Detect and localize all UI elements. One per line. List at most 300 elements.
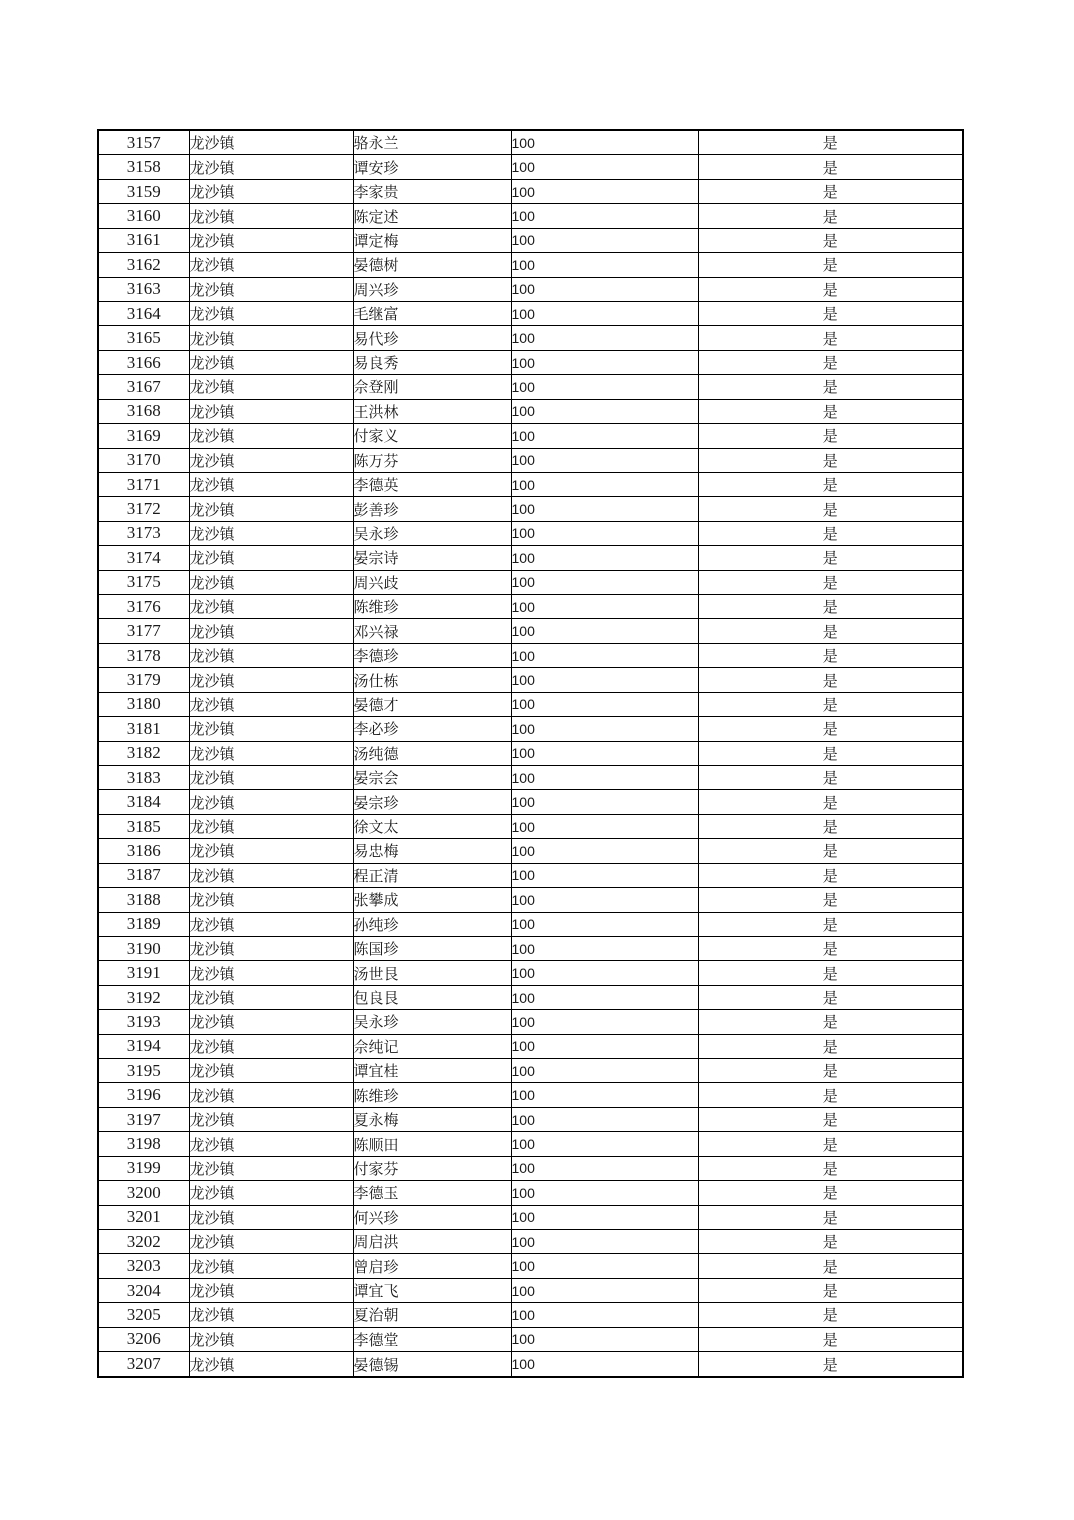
serial-number-cell: 3189 — [98, 912, 189, 936]
town-cell: 龙沙镇 — [189, 521, 353, 545]
confirmed-cell: 是 — [698, 326, 963, 350]
serial-number-cell: 3164 — [98, 301, 189, 325]
person-name-cell: 周兴歧 — [353, 570, 511, 594]
town-cell: 龙沙镇 — [189, 130, 353, 155]
serial-number-cell: 3163 — [98, 277, 189, 301]
confirmed-cell: 是 — [698, 155, 963, 179]
person-name-cell: 张攀成 — [353, 888, 511, 912]
score-cell: 100 — [511, 253, 698, 277]
serial-number-cell: 3193 — [98, 1010, 189, 1034]
serial-number-cell: 3206 — [98, 1327, 189, 1351]
confirmed-cell: 是 — [698, 179, 963, 203]
table-row — [98, 936, 963, 960]
person-name-cell: 徐文太 — [353, 814, 511, 838]
score-cell: 100 — [511, 179, 698, 203]
score-cell: 100 — [511, 399, 698, 423]
serial-number-cell: 3199 — [98, 1156, 189, 1180]
person-name-cell: 夏治朝 — [353, 1303, 511, 1327]
score-cell: 100 — [511, 961, 698, 985]
confirmed-cell: 是 — [698, 253, 963, 277]
person-name-cell: 陈万芬 — [353, 448, 511, 472]
person-name-cell: 周启洪 — [353, 1230, 511, 1254]
confirmed-cell: 是 — [698, 1059, 963, 1083]
score-cell: 100 — [511, 155, 698, 179]
serial-number-cell: 3158 — [98, 155, 189, 179]
table-row — [98, 521, 963, 545]
table-row — [98, 130, 963, 155]
table-row — [98, 814, 963, 838]
town-cell: 龙沙镇 — [189, 863, 353, 887]
person-name-cell: 易忠梅 — [353, 839, 511, 863]
score-cell: 100 — [511, 472, 698, 496]
confirmed-cell: 是 — [698, 1010, 963, 1034]
town-cell: 龙沙镇 — [189, 1132, 353, 1156]
town-cell: 龙沙镇 — [189, 448, 353, 472]
person-name-cell: 晏德才 — [353, 692, 511, 716]
score-cell: 100 — [511, 570, 698, 594]
serial-number-cell: 3181 — [98, 717, 189, 741]
table-row — [98, 399, 963, 423]
person-name-cell: 谭宜飞 — [353, 1278, 511, 1302]
person-name-cell: 李德英 — [353, 472, 511, 496]
person-name-cell: 汤纯德 — [353, 741, 511, 765]
table-row — [98, 1083, 963, 1107]
person-name-cell: 何兴珍 — [353, 1205, 511, 1229]
table-row — [98, 448, 963, 472]
table-row — [98, 1303, 963, 1327]
serial-number-cell: 3188 — [98, 888, 189, 912]
town-cell: 龙沙镇 — [189, 179, 353, 203]
table-row — [98, 1254, 963, 1278]
score-cell: 100 — [511, 985, 698, 1009]
table-row — [98, 228, 963, 252]
serial-number-cell: 3200 — [98, 1181, 189, 1205]
table-row — [98, 326, 963, 350]
table-row — [98, 155, 963, 179]
serial-number-cell: 3184 — [98, 790, 189, 814]
person-name-cell: 谭安珍 — [353, 155, 511, 179]
score-cell: 100 — [511, 741, 698, 765]
serial-number-cell: 3182 — [98, 741, 189, 765]
town-cell: 龙沙镇 — [189, 839, 353, 863]
table-row — [98, 424, 963, 448]
score-cell: 100 — [511, 863, 698, 887]
town-cell: 龙沙镇 — [189, 1205, 353, 1229]
roster-table-body — [98, 130, 963, 1377]
serial-number-cell: 3202 — [98, 1230, 189, 1254]
table-row — [98, 570, 963, 594]
confirmed-cell: 是 — [698, 1132, 963, 1156]
table-row — [98, 766, 963, 790]
serial-number-cell: 3171 — [98, 472, 189, 496]
person-name-cell: 陈定述 — [353, 204, 511, 228]
score-cell: 100 — [511, 1254, 698, 1278]
person-name-cell: 佘登刚 — [353, 375, 511, 399]
confirmed-cell: 是 — [698, 472, 963, 496]
person-name-cell: 李必珍 — [353, 717, 511, 741]
score-cell: 100 — [511, 668, 698, 692]
town-cell: 龙沙镇 — [189, 350, 353, 374]
town-cell: 龙沙镇 — [189, 1254, 353, 1278]
confirmed-cell: 是 — [698, 1303, 963, 1327]
person-name-cell: 骆永兰 — [353, 130, 511, 155]
score-cell: 100 — [511, 1059, 698, 1083]
serial-number-cell: 3190 — [98, 936, 189, 960]
confirmed-cell: 是 — [698, 546, 963, 570]
confirmed-cell: 是 — [698, 839, 963, 863]
confirmed-cell: 是 — [698, 961, 963, 985]
town-cell: 龙沙镇 — [189, 692, 353, 716]
serial-number-cell: 3207 — [98, 1352, 189, 1377]
serial-number-cell: 3192 — [98, 985, 189, 1009]
confirmed-cell: 是 — [698, 375, 963, 399]
table-row — [98, 839, 963, 863]
person-name-cell: 晏宗珍 — [353, 790, 511, 814]
confirmed-cell: 是 — [698, 985, 963, 1009]
serial-number-cell: 3201 — [98, 1205, 189, 1229]
score-cell: 100 — [511, 1205, 698, 1229]
score-cell: 100 — [511, 301, 698, 325]
person-name-cell: 陈维珍 — [353, 1083, 511, 1107]
table-row — [98, 1205, 963, 1229]
person-name-cell: 易代珍 — [353, 326, 511, 350]
person-name-cell: 易良秀 — [353, 350, 511, 374]
roster-table — [97, 129, 964, 1378]
score-cell: 100 — [511, 1327, 698, 1351]
town-cell: 龙沙镇 — [189, 326, 353, 350]
town-cell: 龙沙镇 — [189, 1107, 353, 1131]
confirmed-cell: 是 — [698, 301, 963, 325]
serial-number-cell: 3198 — [98, 1132, 189, 1156]
person-name-cell: 晏德树 — [353, 253, 511, 277]
table-row — [98, 179, 963, 203]
table-row — [98, 1132, 963, 1156]
person-name-cell: 毛继富 — [353, 301, 511, 325]
person-name-cell: 晏宗诗 — [353, 546, 511, 570]
table-row — [98, 1278, 963, 1302]
serial-number-cell: 3165 — [98, 326, 189, 350]
score-cell: 100 — [511, 1107, 698, 1131]
town-cell: 龙沙镇 — [189, 228, 353, 252]
person-name-cell: 曾启珍 — [353, 1254, 511, 1278]
person-name-cell: 付家芬 — [353, 1156, 511, 1180]
confirmed-cell: 是 — [698, 497, 963, 521]
serial-number-cell: 3194 — [98, 1034, 189, 1058]
table-row — [98, 1059, 963, 1083]
town-cell: 龙沙镇 — [189, 1278, 353, 1302]
score-cell: 100 — [511, 814, 698, 838]
person-name-cell: 程正清 — [353, 863, 511, 887]
confirmed-cell: 是 — [698, 1205, 963, 1229]
serial-number-cell: 3203 — [98, 1254, 189, 1278]
town-cell: 龙沙镇 — [189, 643, 353, 667]
person-name-cell: 李德堂 — [353, 1327, 511, 1351]
serial-number-cell: 3169 — [98, 424, 189, 448]
score-cell: 100 — [511, 1132, 698, 1156]
score-cell: 100 — [511, 717, 698, 741]
serial-number-cell: 3161 — [98, 228, 189, 252]
table-row — [98, 741, 963, 765]
town-cell: 龙沙镇 — [189, 253, 353, 277]
town-cell: 龙沙镇 — [189, 546, 353, 570]
serial-number-cell: 3176 — [98, 595, 189, 619]
score-cell: 100 — [511, 643, 698, 667]
confirmed-cell: 是 — [698, 936, 963, 960]
serial-number-cell: 3183 — [98, 766, 189, 790]
serial-number-cell: 3175 — [98, 570, 189, 594]
town-cell: 龙沙镇 — [189, 1034, 353, 1058]
table-row — [98, 961, 963, 985]
person-name-cell: 孙纯珍 — [353, 912, 511, 936]
serial-number-cell: 3162 — [98, 253, 189, 277]
table-row — [98, 1034, 963, 1058]
person-name-cell: 陈国珍 — [353, 936, 511, 960]
town-cell: 龙沙镇 — [189, 424, 353, 448]
score-cell: 100 — [511, 228, 698, 252]
town-cell: 龙沙镇 — [189, 301, 353, 325]
town-cell: 龙沙镇 — [189, 595, 353, 619]
table-row — [98, 497, 963, 521]
person-name-cell: 彭善珍 — [353, 497, 511, 521]
confirmed-cell: 是 — [698, 1254, 963, 1278]
serial-number-cell: 3177 — [98, 619, 189, 643]
town-cell: 龙沙镇 — [189, 766, 353, 790]
table-row — [98, 350, 963, 374]
table-row — [98, 619, 963, 643]
score-cell: 100 — [511, 350, 698, 374]
serial-number-cell: 3185 — [98, 814, 189, 838]
person-name-cell: 李德珍 — [353, 643, 511, 667]
table-row — [98, 253, 963, 277]
town-cell: 龙沙镇 — [189, 1352, 353, 1377]
table-row — [98, 1181, 963, 1205]
person-name-cell: 包良艮 — [353, 985, 511, 1009]
score-cell: 100 — [511, 888, 698, 912]
serial-number-cell: 3178 — [98, 643, 189, 667]
town-cell: 龙沙镇 — [189, 1303, 353, 1327]
town-cell: 龙沙镇 — [189, 375, 353, 399]
person-name-cell: 汤世艮 — [353, 961, 511, 985]
person-name-cell: 佘纯记 — [353, 1034, 511, 1058]
confirmed-cell: 是 — [698, 130, 963, 155]
town-cell: 龙沙镇 — [189, 1327, 353, 1351]
serial-number-cell: 3196 — [98, 1083, 189, 1107]
confirmed-cell: 是 — [698, 692, 963, 716]
serial-number-cell: 3204 — [98, 1278, 189, 1302]
confirmed-cell: 是 — [698, 228, 963, 252]
town-cell: 龙沙镇 — [189, 204, 353, 228]
town-cell: 龙沙镇 — [189, 1230, 353, 1254]
table-row — [98, 375, 963, 399]
score-cell: 100 — [511, 497, 698, 521]
serial-number-cell: 3195 — [98, 1059, 189, 1083]
confirmed-cell: 是 — [698, 448, 963, 472]
confirmed-cell: 是 — [698, 668, 963, 692]
serial-number-cell: 3205 — [98, 1303, 189, 1327]
confirmed-cell: 是 — [698, 619, 963, 643]
confirmed-cell: 是 — [698, 717, 963, 741]
confirmed-cell: 是 — [698, 1156, 963, 1180]
town-cell: 龙沙镇 — [189, 668, 353, 692]
town-cell: 龙沙镇 — [189, 936, 353, 960]
table-row — [98, 1156, 963, 1180]
serial-number-cell: 3179 — [98, 668, 189, 692]
table-row — [98, 717, 963, 741]
table-row — [98, 863, 963, 887]
town-cell: 龙沙镇 — [189, 1083, 353, 1107]
score-cell: 100 — [511, 839, 698, 863]
score-cell: 100 — [511, 448, 698, 472]
confirmed-cell: 是 — [698, 888, 963, 912]
serial-number-cell: 3167 — [98, 375, 189, 399]
town-cell: 龙沙镇 — [189, 472, 353, 496]
table-row — [98, 1107, 963, 1131]
score-cell: 100 — [511, 619, 698, 643]
person-name-cell: 李家贵 — [353, 179, 511, 203]
town-cell: 龙沙镇 — [189, 888, 353, 912]
score-cell: 100 — [511, 1230, 698, 1254]
score-cell: 100 — [511, 1156, 698, 1180]
score-cell: 100 — [511, 375, 698, 399]
town-cell: 龙沙镇 — [189, 985, 353, 1009]
confirmed-cell: 是 — [698, 863, 963, 887]
confirmed-cell: 是 — [698, 1034, 963, 1058]
score-cell: 100 — [511, 1181, 698, 1205]
town-cell: 龙沙镇 — [189, 619, 353, 643]
town-cell: 龙沙镇 — [189, 790, 353, 814]
confirmed-cell: 是 — [698, 912, 963, 936]
person-name-cell: 吴永珍 — [353, 521, 511, 545]
table-row — [98, 888, 963, 912]
serial-number-cell: 3168 — [98, 399, 189, 423]
score-cell: 100 — [511, 1303, 698, 1327]
table-row — [98, 277, 963, 301]
confirmed-cell: 是 — [698, 521, 963, 545]
serial-number-cell: 3160 — [98, 204, 189, 228]
town-cell: 龙沙镇 — [189, 155, 353, 179]
score-cell: 100 — [511, 130, 698, 155]
score-cell: 100 — [511, 326, 698, 350]
person-name-cell: 陈维珍 — [353, 595, 511, 619]
table-row — [98, 1010, 963, 1034]
score-cell: 100 — [511, 790, 698, 814]
score-cell: 100 — [511, 277, 698, 301]
table-row — [98, 1230, 963, 1254]
confirmed-cell: 是 — [698, 277, 963, 301]
table-row — [98, 301, 963, 325]
confirmed-cell: 是 — [698, 350, 963, 374]
score-cell: 100 — [511, 692, 698, 716]
person-name-cell: 李德玉 — [353, 1181, 511, 1205]
confirmed-cell: 是 — [698, 1230, 963, 1254]
score-cell: 100 — [511, 766, 698, 790]
serial-number-cell: 3174 — [98, 546, 189, 570]
serial-number-cell: 3197 — [98, 1107, 189, 1131]
confirmed-cell: 是 — [698, 1107, 963, 1131]
score-cell: 100 — [511, 1278, 698, 1302]
serial-number-cell: 3170 — [98, 448, 189, 472]
person-name-cell: 晏宗会 — [353, 766, 511, 790]
table-row — [98, 472, 963, 496]
town-cell: 龙沙镇 — [189, 1010, 353, 1034]
table-row — [98, 912, 963, 936]
score-cell: 100 — [511, 1352, 698, 1377]
confirmed-cell: 是 — [698, 1083, 963, 1107]
score-cell: 100 — [511, 521, 698, 545]
table-row — [98, 790, 963, 814]
person-name-cell: 谭定梅 — [353, 228, 511, 252]
serial-number-cell: 3159 — [98, 179, 189, 203]
table-row — [98, 643, 963, 667]
person-name-cell: 周兴珍 — [353, 277, 511, 301]
person-name-cell: 吴永珍 — [353, 1010, 511, 1034]
person-name-cell: 王洪林 — [353, 399, 511, 423]
table-row — [98, 985, 963, 1009]
town-cell: 龙沙镇 — [189, 570, 353, 594]
serial-number-cell: 3172 — [98, 497, 189, 521]
town-cell: 龙沙镇 — [189, 717, 353, 741]
confirmed-cell: 是 — [698, 1181, 963, 1205]
confirmed-cell: 是 — [698, 643, 963, 667]
table-row — [98, 204, 963, 228]
confirmed-cell: 是 — [698, 1278, 963, 1302]
score-cell: 100 — [511, 1034, 698, 1058]
confirmed-cell: 是 — [698, 595, 963, 619]
serial-number-cell: 3180 — [98, 692, 189, 716]
town-cell: 龙沙镇 — [189, 277, 353, 301]
town-cell: 龙沙镇 — [189, 1181, 353, 1205]
town-cell: 龙沙镇 — [189, 961, 353, 985]
person-name-cell: 陈顺田 — [353, 1132, 511, 1156]
town-cell: 龙沙镇 — [189, 399, 353, 423]
town-cell: 龙沙镇 — [189, 741, 353, 765]
confirmed-cell: 是 — [698, 204, 963, 228]
person-name-cell: 夏永梅 — [353, 1107, 511, 1131]
serial-number-cell: 3157 — [98, 130, 189, 155]
person-name-cell: 邓兴禄 — [353, 619, 511, 643]
person-name-cell: 晏德锡 — [353, 1352, 511, 1377]
person-name-cell: 汤仕栋 — [353, 668, 511, 692]
table-row — [98, 1327, 963, 1351]
town-cell: 龙沙镇 — [189, 1156, 353, 1180]
confirmed-cell: 是 — [698, 399, 963, 423]
town-cell: 龙沙镇 — [189, 497, 353, 521]
table-row — [98, 668, 963, 692]
score-cell: 100 — [511, 1083, 698, 1107]
town-cell: 龙沙镇 — [189, 1059, 353, 1083]
serial-number-cell: 3186 — [98, 839, 189, 863]
table-row — [98, 1352, 963, 1377]
serial-number-cell: 3191 — [98, 961, 189, 985]
table-row — [98, 595, 963, 619]
confirmed-cell: 是 — [698, 424, 963, 448]
town-cell: 龙沙镇 — [189, 912, 353, 936]
confirmed-cell: 是 — [698, 570, 963, 594]
confirmed-cell: 是 — [698, 814, 963, 838]
score-cell: 100 — [511, 936, 698, 960]
serial-number-cell: 3187 — [98, 863, 189, 887]
score-cell: 100 — [511, 595, 698, 619]
score-cell: 100 — [511, 1010, 698, 1034]
score-cell: 100 — [511, 424, 698, 448]
score-cell: 100 — [511, 912, 698, 936]
person-name-cell: 谭宜桂 — [353, 1059, 511, 1083]
confirmed-cell: 是 — [698, 1327, 963, 1351]
serial-number-cell: 3166 — [98, 350, 189, 374]
town-cell: 龙沙镇 — [189, 814, 353, 838]
score-cell: 100 — [511, 204, 698, 228]
score-cell: 100 — [511, 546, 698, 570]
